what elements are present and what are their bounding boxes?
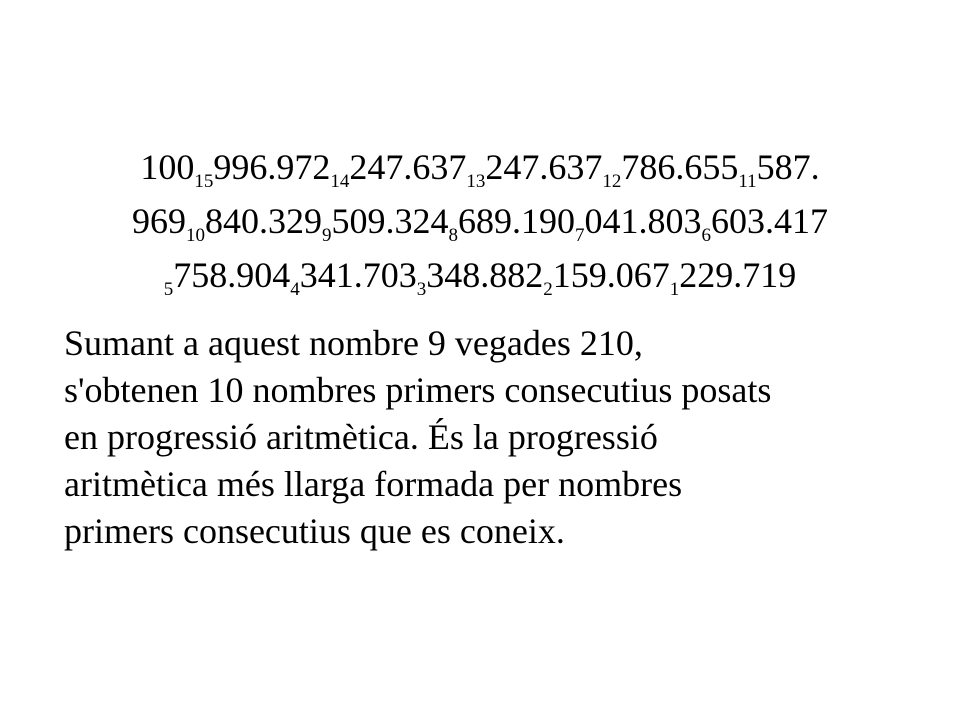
digit-group: 229.719 bbox=[679, 255, 797, 295]
digit-group: 840.329 bbox=[205, 201, 322, 241]
number-line bbox=[0, 248, 960, 302]
description-line: en progressió aritmètica. És la progressió bbox=[64, 417, 658, 457]
digit-group: 786.655 bbox=[621, 147, 739, 187]
large-number bbox=[0, 140, 960, 302]
description-paragraph bbox=[64, 320, 924, 555]
group-index: 2 bbox=[543, 278, 553, 300]
group-index: 15 bbox=[194, 170, 214, 192]
group-index: 5 bbox=[163, 278, 174, 300]
number-line bbox=[0, 140, 960, 194]
group-index: 8 bbox=[448, 224, 458, 246]
group-index: 3 bbox=[416, 278, 427, 300]
group-index: 9 bbox=[322, 224, 332, 246]
digit-group: 348.882 bbox=[426, 255, 544, 295]
group-index: 4 bbox=[290, 278, 300, 300]
description-line: Sumant a aquest nombre 9 vegades 210, bbox=[64, 323, 643, 363]
digit-group: 247.637 bbox=[485, 147, 603, 187]
digit-group: 100 bbox=[140, 147, 195, 187]
digit-group: 689.190 bbox=[458, 201, 575, 241]
digit-group: 996.972 bbox=[213, 147, 331, 187]
digit-group: 247.637 bbox=[349, 147, 467, 187]
group-index: 7 bbox=[575, 224, 585, 246]
description-line: s'obtenen 10 nombres primers consecutius posats bbox=[64, 370, 772, 410]
digit-group: 509.324 bbox=[331, 201, 449, 241]
group-index: 11 bbox=[738, 170, 757, 192]
group-index: 14 bbox=[330, 170, 350, 192]
group-index: 1 bbox=[669, 278, 680, 300]
digit-group: 041.803 bbox=[584, 201, 702, 241]
digit-group: 341.703 bbox=[299, 255, 417, 295]
group-index: 13 bbox=[466, 170, 486, 192]
digit-group: 587. bbox=[756, 147, 820, 187]
description-line: primers consecutius que es coneix. bbox=[64, 511, 565, 551]
group-index: 12 bbox=[602, 170, 622, 192]
group-index: 10 bbox=[186, 224, 205, 246]
digit-group: 159.067 bbox=[552, 255, 670, 295]
digit-group: 603.417 bbox=[711, 201, 828, 241]
digit-group: 758.904 bbox=[173, 255, 291, 295]
group-index: 6 bbox=[701, 224, 711, 246]
digit-group: 969 bbox=[132, 201, 186, 241]
description-line: aritmètica més llarga formada per nombres bbox=[64, 464, 683, 504]
number-line bbox=[0, 194, 960, 248]
